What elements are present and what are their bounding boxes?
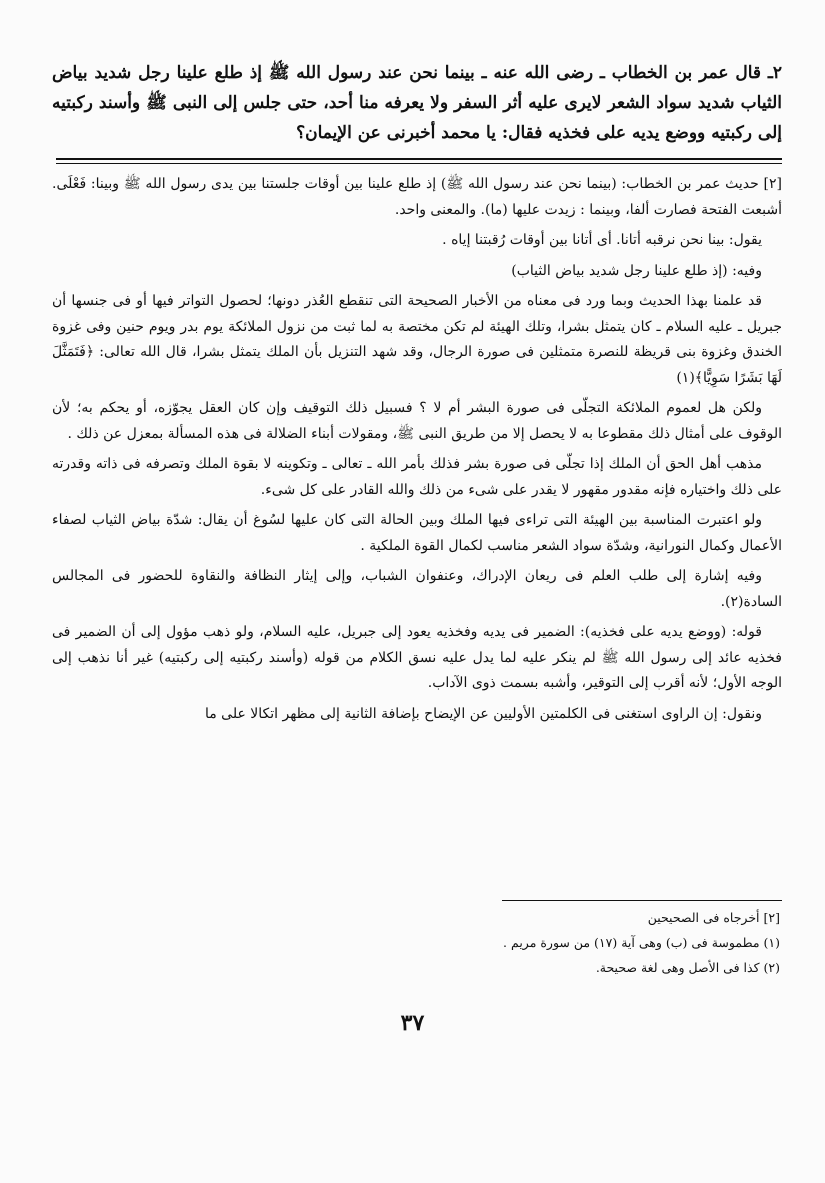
commentary-paragraph-1: [٢] حديث عمر بن الخطاب: (بينما نحن عند رسول الله ﷺ) إذ طلع علينا بين أوقات جلستنا بين يدى رسول الله ﷺ وبينا: فَعْلَى. أشبعت الفتحة فصارت ألفا، وبينما : زيدت عليها (ما). والمعنى واحد. bbox=[52, 176, 782, 218]
commentary-paragraph-3: وفيه: (إذ طلع علينا رجل شديد بياض الثياب) bbox=[511, 262, 762, 279]
footnotes-section bbox=[300, 905, 780, 980]
footnote-1: [٢] أخرجاه فى الصحيحين bbox=[647, 910, 780, 925]
commentary-paragraph-9: قوله: (ووضع يديه على فخذيه): الضمير فى يديه وفخذيه يعود إلى جبريل، عليه السلام، ولو ذهب مؤول إلى أن الضمير فى فخذيه عائد إلى رسول الله ﷺ لم ينكر عليه لما يدل عليه نسق الكلام من قوله (وأسند ركبتيه إلى ركبتيه) غير أنا نذهب إلى الوجه الأول؛ لأنه أقرب إلى التوقير، وأشبه بسمت ذوى الآداب. bbox=[52, 624, 782, 691]
page-number: ٣٧ bbox=[400, 1010, 425, 1036]
footnote-3: (٢) كذا فى الأصل وهى لغة صحيحة. bbox=[595, 960, 780, 975]
footnote-2: (١) مطموسة فى (ب) وهى آية (١٧) من سورة مريم . bbox=[503, 935, 780, 950]
commentary-paragraph-5: ولكن هل لعموم الملائكة التجلّى فى صورة البشر أم لا ؟ فسبيل ذلك التوقيف وإن كان العقل يجوّزه، أو يحكم به؛ لأن الوقوف على أمثال ذلك مقطوعا به لا يحصل إلا من طريق النبى ﷺ، ومقولات أبناء الضلالة فى هذه المسألة بمعزل عن ذلك . bbox=[52, 400, 782, 442]
commentary-paragraph-4: قد علمنا بهذا الحديث وبما ورد فى معناه من الأخبار الصحيحة التى تنقطع العُذر دونها؛ لحصول التواتر فيها أو فى جنسها أن جبريل ـ عليه السلام ـ كان يتمثل بشرا، وتلك الهيئة لم تكن مختصة به لما ثبت من نزول الملائكة يوم بدر ويوم حنين وفى غزوة الخندق وغزوة بنى قريظة للنصرة متمثلين فى صورة الرجال، وقد شهد التنزيل بأن الملك يتمثل بشرا، قال الله تعالى: ﴿فَتَمَثَّلَ لَهَا بَشَرًا سَوِيًّا﴾(١) bbox=[52, 293, 782, 386]
commentary-section bbox=[52, 172, 782, 732]
hadith-text: ٢ـ قال عمر بن الخطاب ـ رضى الله عنه ـ بينما نحن عند رسول الله ﷺ إذ طلع علينا رجل شديد بياض الثياب شديد سواد الشعر لايرى عليه أثر السفر ولا يعرفه منا أحد، حتى جلس إلى النبى ﷺ وأسند ركبتيه إلى ركبتيه ووضع يديه على فخذيه فقال: يا محمد أخبرنى عن الإيمان؟ bbox=[52, 63, 782, 143]
separator-rule-thick bbox=[56, 158, 782, 160]
commentary-paragraph-8: وفيه إشارة إلى طلب العلم فى ريعان الإدراك، وعنفوان الشباب، وإلى إيثار النظافة والنقاوة للحضور فى المجالس السادة(٢). bbox=[52, 568, 782, 610]
commentary-paragraph-7: ولو اعتبرت المناسبة بين الهيئة التى تراءى فيها الملك وبين الحالة التى كان عليها لسُوغ أن يقال: شدّة بياض الثياب لصفاء الأعمال وكمال النورانية، وشدّة سواد الشعر مناسب لكمال القوة الملكية . bbox=[52, 512, 782, 554]
separator-rule-thin bbox=[56, 163, 782, 164]
commentary-paragraph-10: ونقول: إن الراوى استغنى فى الكلمتين الأوليين عن الإيضاح بإضافة الثانية إلى مظهر اتكالا على ما bbox=[204, 705, 762, 722]
commentary-paragraph-2: يقول: بينا نحن نرقبه أتانا. أى أتانا بين أوقات رُقبتنا إياه . bbox=[442, 232, 762, 248]
footnote-separator bbox=[502, 900, 782, 901]
commentary-paragraph-6: مذهب أهل الحق أن الملك إذا تجلّى فى صورة بشر فذلك بأمر الله ـ تعالى ـ وتكوينه لا بقوة الملك وتصرفه فى ذاته وقدرته على ذلك واختياره فإنه مقدور مقهور لا يقدر على شىء من ذلك والله القادر على كل شىء. bbox=[52, 456, 782, 498]
